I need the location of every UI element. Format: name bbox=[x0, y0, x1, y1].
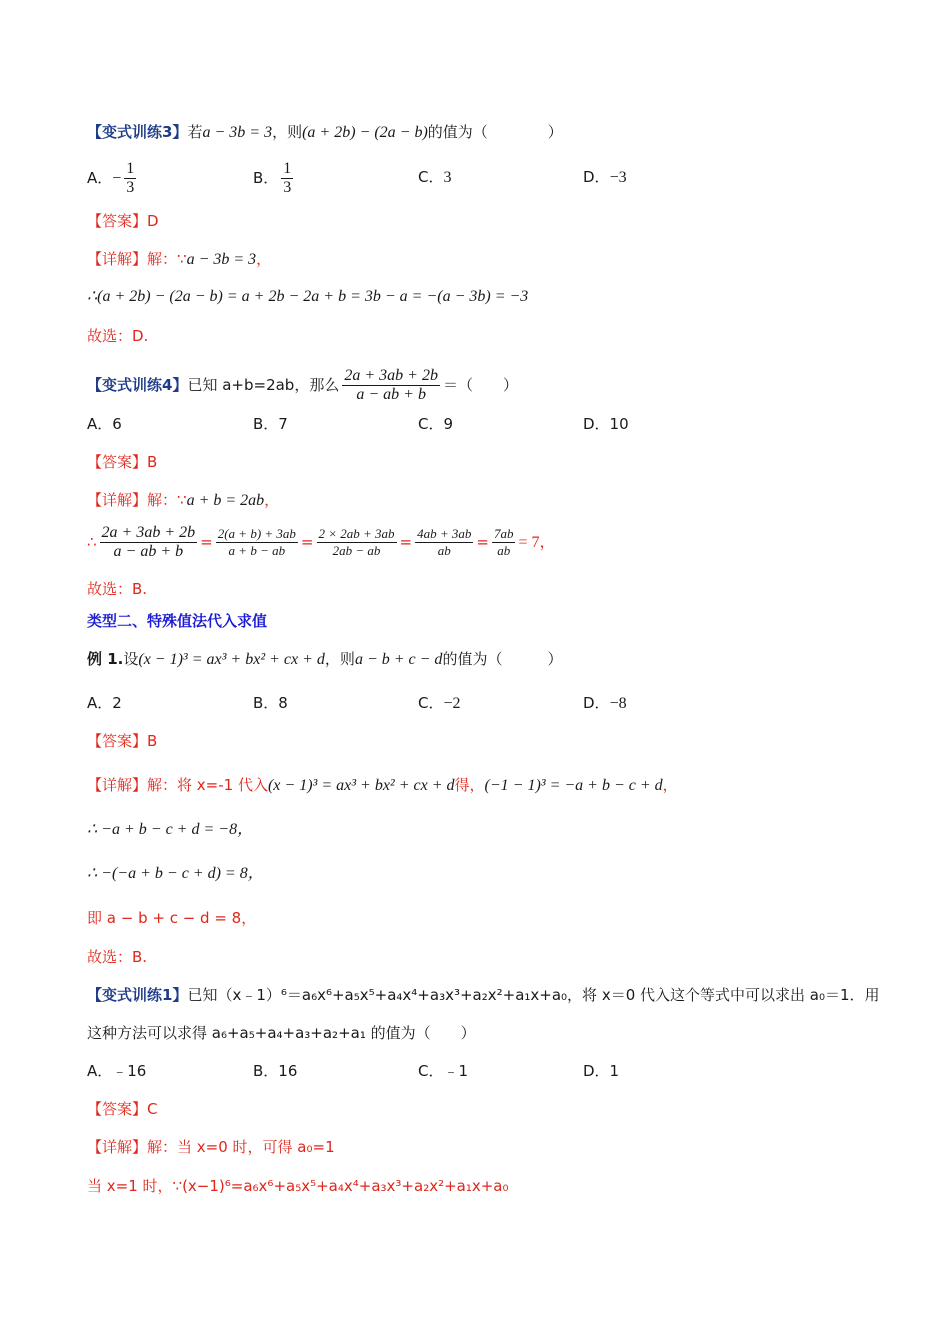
q3-answer: 【答案】D bbox=[87, 212, 159, 230]
q1-option-b: B．16 bbox=[253, 1062, 298, 1080]
ex1-option-a: A．2 bbox=[87, 694, 122, 712]
q3-detail-2: ∴(a + 2b) − (2a − b) = a + 2b − 2a + b = 3b − a = −(a − 3b) = −3 bbox=[87, 288, 529, 305]
q4-option-d: D．10 bbox=[583, 415, 629, 433]
q3-option-d: D．−3 bbox=[583, 168, 627, 186]
q4-option-b: B．7 bbox=[253, 415, 288, 433]
q4-answer: 【答案】B bbox=[87, 453, 158, 471]
q4-label: 【变式训练4】 bbox=[87, 376, 188, 394]
ex1-option-c: C．−2 bbox=[418, 694, 461, 712]
ex1-answer: 【答案】B bbox=[87, 732, 158, 750]
q4-option-a: A．6 bbox=[87, 415, 122, 433]
q1-label: 【变式训练1】 bbox=[87, 986, 188, 1004]
q4-detail-2: ∴ $\frac{2a + 3ab + 2b}{a - ab + b}$ = $\frac{2(a + b) + 3ab}{a + b - ab}$ = $\frac{2 \times 2ab + 3ab}{2ab - ab}$ = $\frac{4ab + 3ab}{ab}$ = $\frac{7ab}{ab}$ = 7， bbox=[87, 524, 556, 560]
q4-stem: 【变式训练4】已知 a+b=2ab，那么 $\frac{2a + 3ab + 2b}{a - ab + b}$ ＝（ ） bbox=[87, 367, 518, 403]
q3-stem: 【变式训练3】若a − 3b = 3，则(a + 2b) − (2a − b)的值为（ ） bbox=[87, 123, 563, 141]
q3-option-a: A．− $\frac{1}{3}$ bbox=[87, 160, 135, 196]
q4-option-c: C．9 bbox=[418, 415, 454, 433]
ex1-detail-3: ∴ −(−a + b − c + d) = 8， bbox=[87, 865, 264, 882]
ex1-conclusion: 故选：B. bbox=[87, 948, 148, 966]
section-heading: 类型二、特殊值法代入求值 bbox=[87, 612, 268, 630]
q1-option-d: D．1 bbox=[583, 1062, 620, 1080]
q1-stem-1: 【变式训练1】已知（x﹣1）⁶＝a₆x⁶+a₅x⁵+a₄x⁴+a₃x³+a₂x²+a₁x+a₀，将 x＝0 代入这个等式中可以求出 a₀＝1．用 bbox=[87, 986, 880, 1004]
q1-option-a: A．﹣16 bbox=[87, 1062, 147, 1080]
q4-conclusion: 故选：B. bbox=[87, 580, 148, 598]
q3-label: 【变式训练3】 bbox=[87, 123, 188, 141]
ex1-detail-1: 【详解】解：将 x=-1 代入(x − 1)³ = ax³ + bx² + cx + d得，(−1 − 1)³ = −a + b − c + d， bbox=[87, 776, 678, 794]
q3-option-b: B． $\frac{1}{3}$ bbox=[253, 160, 292, 196]
q1-stem-2: 这种方法可以求得 a₆+a₅+a₄+a₃+a₂+a₁ 的值为（ ） bbox=[87, 1024, 476, 1042]
q3-option-c: C．3 bbox=[418, 168, 452, 186]
q1-answer: 【答案】C bbox=[87, 1100, 158, 1118]
q1-option-c: C．﹣1 bbox=[418, 1062, 469, 1080]
ex1-option-d: D．−8 bbox=[583, 694, 627, 712]
q4-detail-1: 【详解】解：∵a + b = 2ab， bbox=[87, 491, 280, 509]
q1-detail-2: 当 x=1 时，∵(x−1)⁶=a₆x⁶+a₅x⁵+a₄x⁴+a₃x³+a₂x²+a₁x+a₀ bbox=[87, 1177, 509, 1195]
ex1-detail-2: ∴ −a + b − c + d = −8， bbox=[87, 821, 254, 838]
ex1-stem: 例 1.设(x − 1)³ = ax³ + bx² + cx + d，则a − b + c − d的值为（ ） bbox=[87, 650, 563, 668]
q1-detail-1: 【详解】解：当 x=0 时，可得 a₀=1 bbox=[87, 1138, 335, 1156]
q3-conclusion: 故选：D. bbox=[87, 327, 149, 345]
ex1-option-b: B．8 bbox=[253, 694, 288, 712]
ex1-detail-4: 即 a − b + c − d = 8， bbox=[87, 909, 257, 927]
q3-detail-1: 【详解】解：∵a − 3b = 3， bbox=[87, 250, 272, 268]
